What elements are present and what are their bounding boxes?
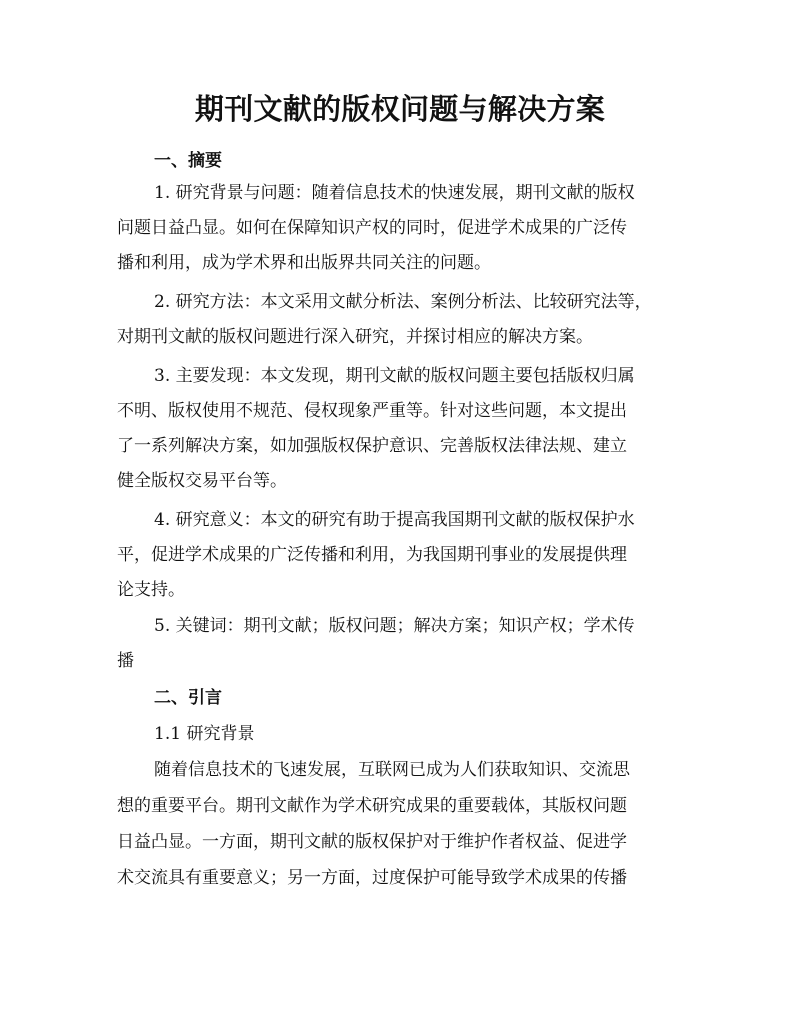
- text-line: 3. 主要发现：本文发现，期刊文献的版权问题主要包括版权归属: [154, 366, 635, 386]
- section-heading-intro: 二、引言: [154, 688, 222, 708]
- subsection-title: 1.1 研究背景: [154, 724, 255, 744]
- text-line: 播和利用，成为学术界和出版界共同关注的问题。: [117, 253, 491, 273]
- text-line: 4. 研究意义：本文的研究有助于提高我国期刊文献的版权保护水: [154, 510, 635, 530]
- text-line: 健全版权交易平台等。: [117, 471, 287, 491]
- text-line: 问题日益凸显。如何在保障知识产权的同时，促进学术成果的广泛传: [117, 218, 627, 238]
- document-title: 期刊文献的版权问题与解决方案: [194, 92, 606, 126]
- text-line: 不明、版权使用不规范、侵权现象严重等。针对这些问题，本文提出: [117, 401, 627, 421]
- text-line: 日益凸显。一方面，期刊文献的版权保护对于维护作者权益、促进学: [117, 832, 627, 852]
- text-line: 了一系列解决方案，如加强版权保护意识、完善版权法律法规、建立: [117, 436, 627, 456]
- section-heading-abstract: 一、摘要: [154, 151, 222, 171]
- text-line: 5. 关键词：期刊文献；版权问题；解决方案；知识产权；学术传: [154, 616, 635, 636]
- text-line: 平，促进学术成果的广泛传播和利用，为我国期刊事业的发展提供理: [117, 545, 627, 565]
- text-line: 1. 研究背景与问题：随着信息技术的快速发展，期刊文献的版权: [154, 183, 635, 203]
- text-line: 随着信息技术的飞速发展，互联网已成为人们获取知识、交流思: [154, 760, 630, 780]
- text-line: 论支持。: [117, 580, 185, 600]
- text-line: 2. 研究方法：本文采用文献分析法、案例分析法、比较研究法等，: [154, 292, 652, 312]
- text-line: 对期刊文献的版权问题进行深入研究，并探讨相应的解决方案。: [117, 327, 593, 347]
- text-line: 想的重要平台。期刊文献作为学术研究成果的重要载体，其版权问题: [117, 796, 627, 816]
- text-line: 术交流具有重要意义；另一方面，过度保护可能导致学术成果的传播: [117, 868, 627, 888]
- text-line: 播: [117, 651, 134, 671]
